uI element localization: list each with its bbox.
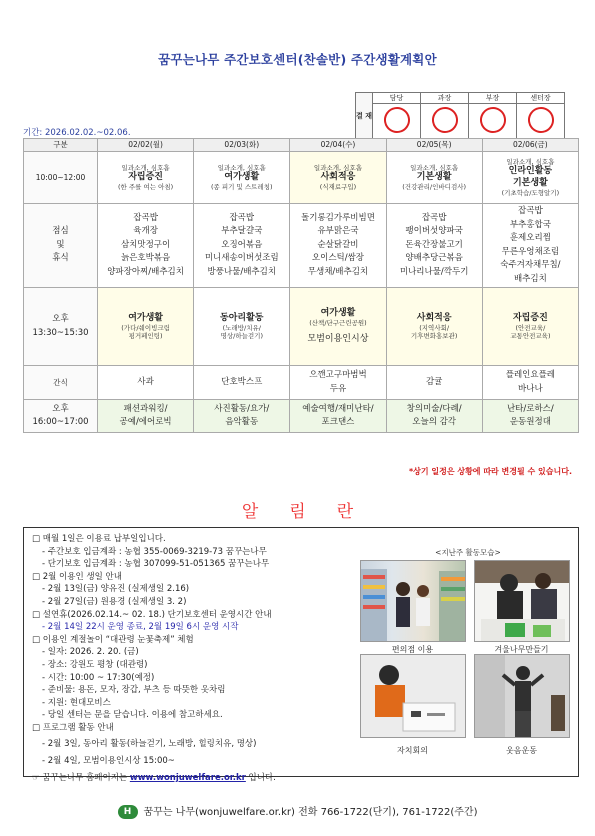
time-label: 오후 13:30~15:30 [24, 288, 98, 366]
day-header: 02/02(월) [98, 139, 194, 152]
notice-detail: - 주간보호 입금계좌 : 농협 355-0069-3219-73 꿈꾸는나무 [42, 546, 267, 557]
notice-detail: - 당일 센터는 문을 닫습니다. 이용에 참고하세요. [42, 710, 223, 721]
approval-role: 과장 [421, 93, 469, 104]
approval-box [355, 92, 565, 139]
snack-row [24, 366, 579, 400]
notice-detail: - 2월 3일, 동아리 활동(하늘걷기, 노래방, 힐링치유, 명상) [42, 738, 257, 749]
photo-convenience-store [360, 560, 466, 642]
menu-cell: 잡곡밥 육개장 삼치맛정구이 늙은호박볶음 양파장아찌/배추김치 [98, 204, 194, 288]
approval-label: 결 재 [356, 93, 373, 139]
seal-stamp [429, 105, 459, 135]
schedule-period: 기간: 2026.02.02.~02.06. [23, 128, 131, 138]
activity-cell: 자립증진 (안전교육/ 교통안전교육) [482, 288, 578, 366]
schedule-change-note: *상기 일정은 상황에 따라 변경될 수 있습니다. [408, 467, 572, 476]
notice-detail: - 지원: 현대모비스 [42, 697, 111, 708]
meeting-illustration [361, 655, 466, 738]
menu-cell: 잡곡밥 부추홍합국 훈제오리찜 무른우엉채조림 숙주겨자채무침/ 배추김치 [482, 204, 578, 288]
snack-cell: 사과 [98, 366, 194, 400]
activity-cell: 패션과워킹/ 공예/에어로빅 [98, 400, 194, 433]
menu-cell: 돌기롱김가루비빔면 유부맑은국 순살닭갈비 오이스틱/쌈장 무생채/배추김치 [290, 204, 386, 288]
notice-list [32, 533, 362, 784]
notice-detail: - 2월 13일(금) 양유진 (실제생일 2.16) [42, 584, 190, 595]
activity-cell: 일과소개, 심호흡 기본생활 (건강관리/인바디검사) [386, 152, 482, 204]
snack-cell: 단호박스프 [194, 366, 290, 400]
snack-cell: 플레인요플레 바나나 [482, 366, 578, 400]
seal-stamp [477, 105, 507, 135]
activity-cell: 일과소개, 심호흡 자립증진 (한 주를 여는 아침) [98, 152, 194, 204]
lunch-row [24, 204, 579, 288]
homepage-line: ☞ 꿈꾸는나무 홈페이지는 www.wonjuwelfare.or.kr 입니다. [32, 772, 276, 783]
afternoon-row [24, 288, 579, 366]
seal-stamp [381, 105, 411, 135]
organization-logo-icon: H [118, 805, 138, 819]
activity-cell: 난타/로하스/ 운동원정대 [482, 400, 578, 433]
morning-row [24, 152, 579, 204]
photo-laughter-exercise [474, 654, 570, 738]
notice-detail: - 준비물: 용돈, 모자, 장갑, 부츠 등 따뜻한 옷차림 [42, 685, 226, 696]
snack-cell: 감귤 [386, 366, 482, 400]
notice-item: □ 프로그램 활동 안내 [32, 722, 362, 735]
notice-detail: - 2월 4일, 모범이용인시상 15:00~ [42, 756, 175, 767]
snack-cell: 으깬고구마범벅 두유 [290, 366, 386, 400]
notice-item: □ 이용인 계절놀이 “대관령 눈꽃축제” 체험 [32, 634, 362, 647]
activity-cell: 일과소개, 심호흡 사회적응 (식재료구입) [290, 152, 386, 204]
activity-cell: 예술여행/재미난타/ 포크댄스 [290, 400, 386, 433]
evening-row [24, 400, 579, 433]
notice-detail: - 2월 14일 22시 운영 종료, 2월 19일 6시 운영 시작 [42, 622, 239, 633]
convenience-store-illustration [361, 561, 466, 642]
notice-detail: - 일자: 2026. 2. 20. (금) [42, 647, 139, 658]
activity-cell: 사회적응 (지역사회/ 기후변화홍보관) [386, 288, 482, 366]
notice-item: □ 2월 이용인 생일 안내 [32, 571, 362, 584]
time-label: 오후 16:00~17:00 [24, 400, 98, 433]
notice-item: □ 설연휴(2026.02.14.~ 02. 18.) 단기보호센터 운영시간 안내 [32, 609, 362, 622]
page-title: 꿈꾸는나무 주간보호센터(찬솔반) 주간생활계획안 [158, 52, 437, 67]
gallery-title: <지난주 활동모습> [435, 548, 501, 557]
photo-caption: 겨울나무만들기 [494, 645, 549, 654]
notice-detail: - 장소: 강원도 평창 (대관령) [42, 659, 148, 670]
day-header: 02/03(화) [194, 139, 290, 152]
activity-cell: 창의미술/다례/ 오늘의 감각 [386, 400, 482, 433]
table-header-row [24, 139, 579, 152]
activity-cell: 여가생활 (산책/단구근린공원) 모범이용인시상 [290, 288, 386, 366]
activity-cell: 사진활동/요가/ 음악활동 [194, 400, 290, 433]
activity-cell: 동아리활동 (노래방/치유/ 명상/하늘걷기) [194, 288, 290, 366]
approval-role: 담당 [373, 93, 421, 104]
footer [0, 803, 595, 819]
snack-label: 간식 [24, 366, 98, 400]
weekly-schedule-table [23, 138, 579, 433]
notice-item: □ 매월 1일은 이용료 납부일입니다. [32, 533, 362, 546]
seal-stamp [525, 105, 555, 135]
photo-winter-tree [474, 560, 570, 642]
approval-role: 센터장 [517, 93, 565, 104]
time-label: 10:00~12:00 [24, 152, 98, 204]
day-header: 02/05(목) [386, 139, 482, 152]
notice-detail: - 시간: 10:00 ~ 17:30(예정) [42, 672, 155, 683]
laughter-exercise-illustration [475, 655, 570, 738]
lunch-label: 점심 및 휴식 [24, 204, 98, 288]
menu-cell: 잡곡밥 팽이버섯양파국 돈육간장불고기 양배추당근볶음 미나리나물/깍두기 [386, 204, 482, 288]
day-header: 02/06(금) [482, 139, 578, 152]
photo-self-government-meeting [360, 654, 466, 738]
footer-contact: 꿈꾸는 나무(wonjuwelfare.or.kr) 전화 766-1722(단기), 761-1722(주간) [143, 807, 478, 818]
notice-detail: - 단기보호 입금계좌 : 농협 307099-51-051365 꿈꾸는나무 [42, 559, 270, 570]
approval-role: 부장 [469, 93, 517, 104]
activity-cell: 일과소개, 심호흡 인라인활동 기본생활 (기초학습/도형알기) [482, 152, 578, 204]
notice-heading: 알림란 [241, 502, 385, 522]
activity-cell: 여가생활 (가다/쉐이빙크림 핑거페인팅) [98, 288, 194, 366]
activity-cell: 일과소개, 심호흡 여가생활 (종 피기 및 스트레칭) [194, 152, 290, 204]
photo-caption: 편의점 이용 [391, 645, 434, 654]
corner-cell: 구분 [24, 139, 98, 152]
day-header: 02/04(수) [290, 139, 386, 152]
menu-cell: 잡곡밥 부추달걀국 오징어볶음 미니새송이버섯조림 방풍나물/배추김치 [194, 204, 290, 288]
notice-detail: - 2월 27일(금) 원용경 (실제생일 3. 2) [42, 596, 187, 607]
photo-caption: 자치회의 [397, 746, 428, 755]
photo-caption: 웃음운동 [506, 746, 537, 755]
homepage-link[interactable]: www.wonjuwelfare.or.kr [129, 772, 246, 783]
winter-tree-illustration [475, 561, 570, 642]
